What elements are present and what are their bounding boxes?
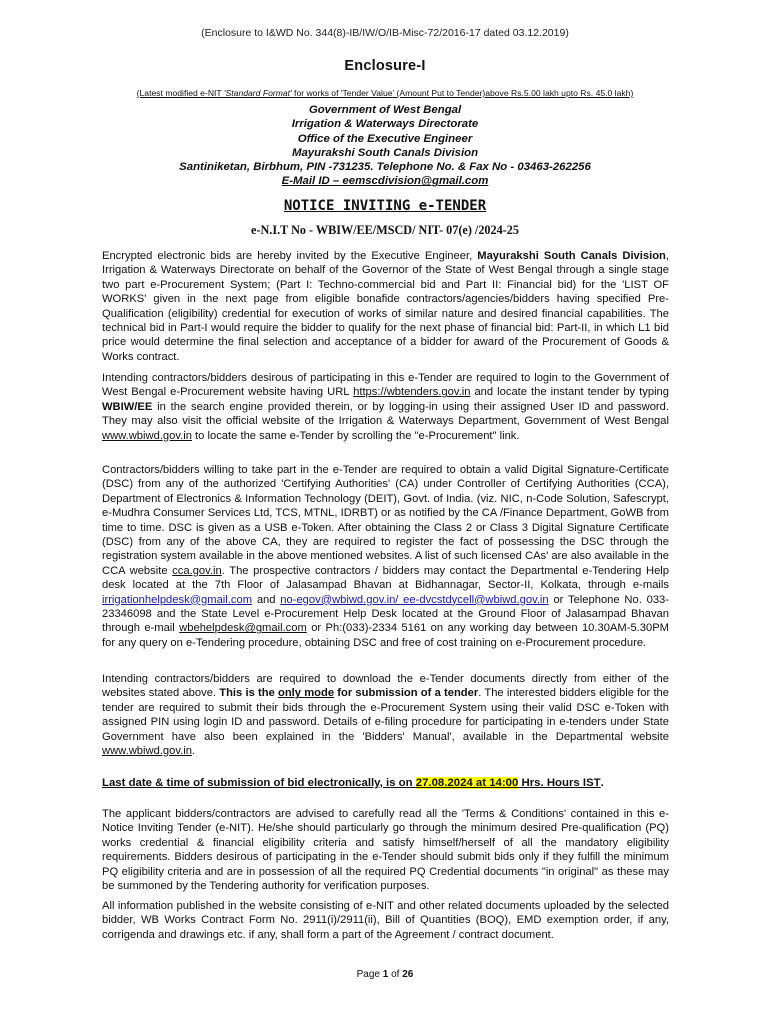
latest-note-italic: 'Standard Format' — [223, 88, 292, 98]
p3-text-a: Contractors/bidders willing to take part in the e-Tender are required to obtain a valid Digital Signature-Certificate (DSC) from any of the authorized 'Certifying Authorities' (CA) under Controller of Certifying Authorities (CCA), Department of Electronics & Information Technology (DEIT), Govt. of India. (viz. NIC, n-Code Solution, Safescrypt, e-Mudhra Consumer Services Ltd, TCS, MTNL, IDRBT) or as notified by the CA /Finance Department, GoWB from time to time. DSC is given as a USB e-Token. After obtaining the Class 2 or Class 3 Digital Signature Certificate (DSC) from any of the above CA, they are required to register the fact of possessing the DSC through the registration system available in the above mentioned websites. A list of such licensed CAs' are also available in the CCA website — [102, 464, 669, 577]
p4-text-c: . The interested bidders eligible for the tender are required to submit their bids through the e-Procurement System using their valid DSC e-Token with assigned PIN using login ID and password. Details of e-filing procedure for participating in e-tenders under State Government have also been explained in the 'Bidders' Manual', available in the Departmental website — [102, 687, 669, 743]
last-date-pre: Last date & time of submission of bid electronically, is on — [102, 777, 416, 789]
footer-page-number: 1 — [382, 969, 389, 980]
header-office: Office of the Executive Engineer — [297, 132, 473, 145]
paragraph-download — [102, 672, 669, 758]
last-date-line — [102, 777, 669, 789]
latest-note-post: for works of 'Tender Value' (Amount Put to Tender)above Rs.5.00 lakh upto Rs. 45.0 lakh) — [291, 88, 634, 98]
nit-number: e-N.I.T No - WBIW/EE/MSCD/ NIT- 07(e) /2024-25 — [251, 223, 519, 237]
header-email: E-Mail ID – eemscdivision@gmail.com — [281, 175, 489, 188]
last-date-post: Hrs. Hours IST — [518, 777, 601, 789]
wbiwd-link[interactable]: www.wbiwd.gov.in — [102, 429, 192, 442]
notice-title: NOTICE INVITING e-TENDER — [283, 198, 487, 214]
wbiwd-link-2[interactable]: www.wbiwd.gov.in — [102, 745, 192, 758]
p3-text-b: . The prospective contractors / bidders may contact the Departmental e-Tendering Help desk located at the 7th Floor of Jalasampad Bhavan at Bidhannagar, Sector-II, Kolkata, through e-mails — [102, 564, 669, 592]
p3-text-c: and — [252, 593, 281, 606]
p3-text-e: or Ph:(033)-2334 5161 on any working day between 10.30AM-5.30PM for any query on e-Tendering procedure, obtaining DSC and free of cost training on e-Procurement procedure. — [102, 622, 669, 649]
p1-text-c: , Irrigation & Waterways Directorate on behalf of the Governor of the State of West Bengal through a single stage two part e-Procurement System; (Part I: Techno-commercial bid and Part II: Financial bid) for the 'LIST OF WORKS' given in the next page from eligible bonafide contractors/agencies/bidders having specified Pre-Qualification (eligibility) credential for execution of works of similar nature and desired financial capabilities. The technical bid in Part-I would require the bidder to qualify for the next phase of financial bid: Part-II, in which L1 bid price would determine the final selection and acceptance of a bidder for award of the Procurement of Goods & Works contract. — [102, 250, 669, 363]
cca-link[interactable]: cca.gov.in — [172, 564, 222, 577]
office-header — [0, 103, 770, 189]
paragraph-invitation — [102, 249, 669, 364]
egov-email-link[interactable]: no-egov@wbiwd.gov.in/ ee-dvcstdycell@wbiwd.gov.in — [280, 593, 549, 606]
p2-search-term: WBIW/EE — [102, 400, 153, 413]
paragraph-login — [102, 371, 669, 443]
header-address: Santiniketan, Birbhum, PIN -731235. Telephone No. & Fax No - 03463-262256 — [179, 161, 591, 174]
p2-text-b: and locate the instant tender by typing — [470, 386, 670, 399]
footer-of-word: of — [388, 969, 403, 980]
latest-format-note — [0, 88, 770, 98]
p2-text-a: Intending contractors/bidders desirous of participating in this e-Tender are required to login to the Government of West Bengal e-Procurement website having URL — [102, 372, 669, 399]
header-government: Government of West Bengal — [308, 104, 462, 116]
p5-text: The applicant bidders/contractors are advised to carefully read all the 'Terms & Conditions' contained in this e-Notice Inviting Tender (e-NIT). He/she should particularly go through the minimum desired Pre-qualification (PQ) works credential & financial eligibility criteria and satisfy himself/herself of all the mandatory eligibility requirements. Bidders desirous of participating in the e-Tender should submit bids only if they fulfill the minimum PQ eligibility criteria and are in possession of all the required PQ Credential documents "in original" as these may be summoned by the Tendering authority for verification purposes. — [102, 808, 669, 893]
p1-text-a: Encrypted electronic bids are hereby invited by the Executive Engineer, — [102, 250, 478, 262]
p2-text-d: to locate the same e-Tender by scrolling the "e-Procurement" link. — [191, 429, 520, 442]
paragraph-terms — [102, 807, 669, 893]
latest-note-pre: (Latest modified e-NIT — [136, 88, 224, 98]
paragraph-information — [102, 899, 669, 942]
header-directorate: Irrigation & Waterways Directorate — [291, 118, 479, 131]
last-date-highlight: 27.08.2024 at 14:00 — [415, 777, 519, 789]
p4-text-d: . — [191, 745, 196, 758]
last-date-dot: . — [600, 777, 604, 789]
p3-text-d: or Telephone No. 033-23346098 and the State Level e-Procurement Help Desk located at the Ground Floor of Jalasampad Bhavan through e-mail — [102, 593, 669, 635]
paragraph-dsc — [102, 463, 669, 650]
p4-bold-b: for submission of a tender — [334, 687, 479, 700]
p4-only-mode: only mode — [278, 687, 335, 700]
p1-division-name: Mayurakshi South Canals Division — [477, 250, 666, 262]
footer-page-total: 26 — [402, 969, 414, 980]
p4-bold-a: This is the — [219, 687, 279, 700]
wbehelpdesk-email-link[interactable]: wbehelpdesk@gmail.com — [179, 622, 307, 635]
footer-page-word: Page — [356, 969, 383, 980]
p6-text: All information published in the website consisting of e-NIT and other related documents uploaded by the selected bidder, WB Works Contract Form No. 2911(i)/2911(ii), Bill of Quantities (BOQ), EMD exemption order, if any, corrigenda and drawings etc. if any, shall form a part of the Agreement / contract document. — [102, 900, 669, 941]
p4-text-a: Intending contractors/bidders are required to download the e-Tender documents directly from either of the websites stated above. — [102, 673, 669, 700]
enclosure-reference: (Enclosure to I&WD No. 344(8)-IB/IW/O/IB-Misc-72/2016-17 dated 03.12.2019) — [201, 27, 569, 39]
enclosure-title: Enclosure-I — [344, 58, 426, 74]
wbtenders-link[interactable]: https://wbtenders.gov.in — [353, 386, 471, 399]
helpdesk-email-link[interactable]: irrigationhelpdesk@gmail.com — [102, 593, 253, 606]
header-division: Mayurakshi South Canals Division — [291, 146, 479, 159]
p2-text-c: in the search engine provided therein, or by logging-in using their assigned User ID and password. They may also visit the official website of the Irrigation & Waterways Department, Government of West Bengal — [102, 400, 669, 428]
page-footer — [0, 969, 770, 980]
